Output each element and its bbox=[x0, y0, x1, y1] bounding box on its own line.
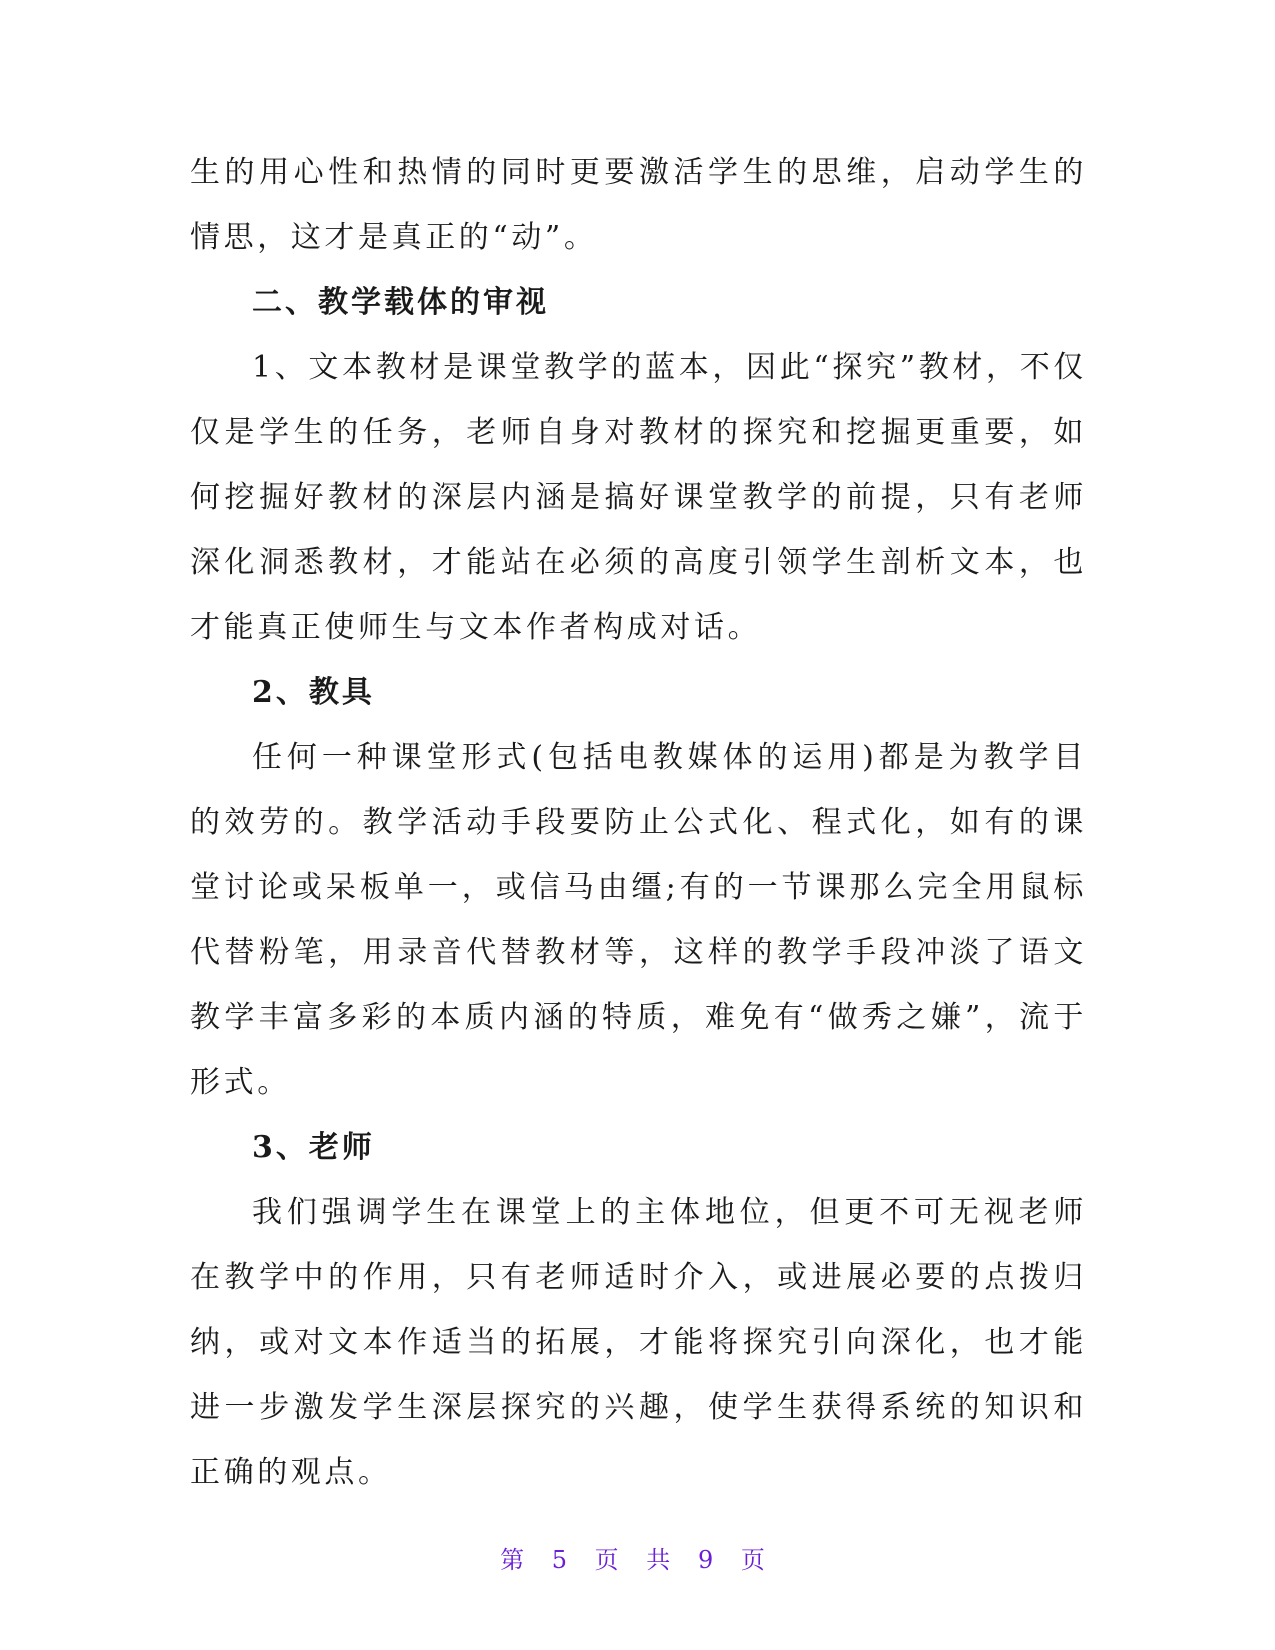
paragraph-7: 我们强调学生在课堂上的主体地位，但更不可无视老师在教学中的作用，只有老师适时介入，或进展必要的点拨归纳，或对文本作适当的拓展，才能将探究引向深化，也才能进一步激发学生深层探究的兴趣，使学生获得系统的知识和正确的观点。 bbox=[190, 1195, 1087, 1490]
page-number-footer: 第 5 页 共 9 页 bbox=[500, 1546, 775, 1574]
subheading-teacher: 3、老师 bbox=[252, 1130, 375, 1165]
subheading-teaching-aids: 2、教具 bbox=[252, 675, 375, 710]
section-heading-2: 二、教学载体的审视 bbox=[252, 285, 549, 320]
document-body bbox=[190, 140, 1087, 1505]
paragraph-1: 生的用心性和热情的同时更要激活学生的思维，启动学生的情思，这才是真正的“动”。 bbox=[190, 155, 1087, 255]
paragraph-3: 1、文本教材是课堂教学的蓝本，因此“探究”教材，不仅仅是学生的任务，老师自身对教材的探究和挖掘更重要，如何挖掘好教材的深层内涵是搞好课堂教学的前提，只有老师深化洞悉教材，才能站在必须的高度引领学生剖析文本，也才能真正使师生与文本作者构成对话。 bbox=[190, 350, 1087, 645]
paragraph-5: 任何一种课堂形式(包括电教媒体的运用)都是为教学目的效劳的。教学活动手段要防止公式化、程式化，如有的课堂讨论或呆板单一，或信马由缰;有的一节课那么完全用鼠标代替粉笔，用录音代替教材等，这样的教学手段冲淡了语文教学丰富多彩的本质内涵的特质，难免有“做秀之嫌”，流于形式。 bbox=[190, 740, 1087, 1100]
